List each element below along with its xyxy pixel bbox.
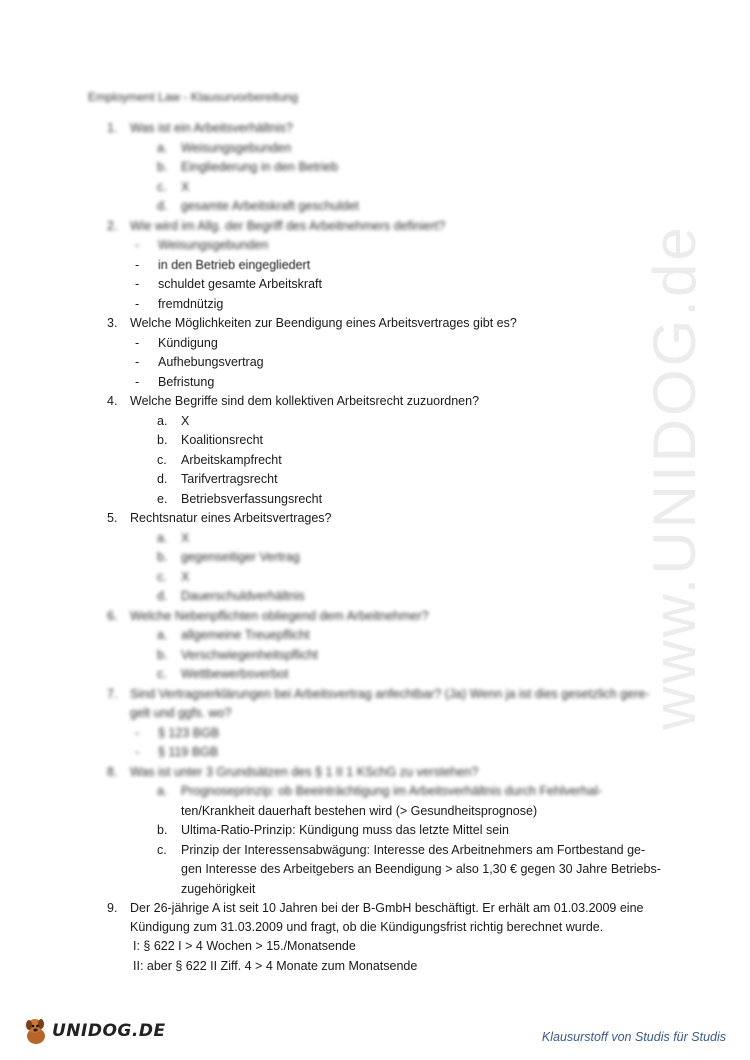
question-number: 3. (107, 316, 118, 330)
item-marker: - (135, 375, 140, 389)
answer-line: I: § 622 I > 4 Wochen > 15./Monatsende (133, 939, 356, 953)
item-text: § 119 BGB (158, 745, 219, 759)
item-text: Dauerschuldverhältnis (181, 589, 305, 603)
question-text: Wie wird im Allg. der Begriff des Arbeitnehmers definiert? (130, 219, 446, 233)
item-marker: a. (157, 531, 168, 545)
item-text: Arbeitskampfrecht (181, 453, 282, 467)
item-text: Eingliederung in den Betrieb (181, 160, 339, 174)
item-marker: a. (157, 628, 168, 642)
item-text: gegenseitiger Vertrag (181, 550, 300, 564)
question-number: 6. (107, 609, 118, 623)
question-number: 2. (107, 219, 118, 233)
item-text: X (181, 531, 190, 545)
item-marker: b. (157, 433, 168, 447)
item-text-continued: ten/Krankheit dauerhaft bestehen wird (> Gesundheitsprognose) (181, 804, 538, 818)
item-marker: c. (157, 843, 167, 857)
question-text: Welche Nebenpflichten obliegend dem Arbeitnehmer? (130, 609, 429, 623)
item-marker: - (135, 297, 140, 311)
question-number: 9. (107, 901, 118, 915)
item-text: Befristung (158, 375, 215, 389)
item-text: X (181, 570, 190, 584)
item-marker: b. (157, 823, 168, 837)
item-text: fremdnützig (158, 297, 224, 311)
item-marker: e. (157, 492, 168, 506)
item-marker: a. (157, 784, 168, 798)
item-text: Weisungsgebunden (158, 238, 269, 252)
question-number: 8. (107, 765, 118, 779)
item-text: gesamte Arbeitskraft geschuldet (181, 199, 359, 213)
item-marker: c. (157, 570, 167, 584)
item-marker: - (135, 726, 140, 740)
question-number: 1. (107, 121, 118, 135)
item-text: Prognoseprinzip: ob Beeinträchtigung im Arbeitsverhältnis durch Fehlverhal- (181, 784, 603, 798)
question-text: Der 26-jährige A ist seit 10 Jahren bei der B-GmbH beschäftigt. Er erhält am 01.03.2009 eine (130, 901, 644, 915)
item-marker: - (135, 277, 140, 291)
question-number: 4. (107, 394, 118, 408)
logo-text: UNIDOG.DE (52, 1021, 166, 1041)
item-text: Prinzip der Interessensabwägung: Interesse des Arbeitnehmers am Fortbestand ge- (181, 843, 646, 857)
item-text: X (181, 180, 190, 194)
question-text: Was ist unter 3 Grundsätzen des § 1 II 1 KSchG zu verstehen? (130, 765, 479, 779)
item-marker: d. (157, 472, 168, 486)
item-text: schuldet gesamte Arbeitskraft (158, 277, 322, 291)
footer-tagline: Klausurstoff von Studis für Studis (541, 1030, 726, 1044)
question-text: Was ist ein Arbeitsverhältnis? (130, 121, 293, 135)
item-marker: a. (157, 414, 168, 428)
item-marker: c. (157, 180, 167, 194)
item-text: Koalitionsrecht (181, 433, 263, 447)
item-marker: d. (157, 589, 168, 603)
item-text: Verschwiegenheitspflicht (181, 648, 318, 662)
item-text: § 123 BGB (158, 726, 220, 740)
item-text: in den Betrieb eingegliedert (158, 258, 311, 272)
footer-logo (22, 1016, 166, 1046)
item-marker: - (135, 355, 140, 369)
item-marker: c. (157, 453, 167, 467)
item-marker: - (135, 336, 140, 350)
item-marker: b. (157, 648, 168, 662)
item-text: Ultima-Ratio-Prinzip: Kündigung muss das letzte Mittel sein (181, 823, 509, 837)
item-text-continued: gen Interesse des Arbeitgebers an Beendigung > also 1,30 € gegen 30 Jahre Betriebs- (181, 862, 661, 876)
question-text: Welche Möglichkeiten zur Beendigung eines Arbeitsvertrages gibt es? (130, 316, 517, 330)
question-text-continued: Kündigung zum 31.03.2009 und fragt, ob die Kündigungsfrist richtig berechnet wurde. (130, 920, 604, 934)
item-text-continued: zugehörigkeit (181, 882, 256, 896)
item-text: allgemeine Treuepflicht (181, 628, 310, 642)
item-text: Tarifvertragsrecht (181, 472, 278, 486)
item-marker: b. (157, 550, 168, 564)
item-marker: - (135, 238, 140, 252)
answer-line: II: aber § 622 II Ziff. 4 > 4 Monate zum Monatsende (133, 959, 418, 973)
watermark: www.UNIDOG.de (641, 224, 708, 730)
document-title: Employment Law - Klausurvorbereitung (88, 90, 299, 104)
question-number: 5. (107, 511, 118, 525)
item-marker: - (135, 258, 140, 272)
question-text: Welche Begriffe sind dem kollektiven Arbeitsrecht zuzuordnen? (130, 394, 480, 408)
item-text: X (181, 414, 190, 428)
item-text: Wettbewerbsverbot (181, 667, 289, 681)
item-marker: - (135, 745, 140, 759)
item-marker: d. (157, 199, 168, 213)
item-marker: c. (157, 667, 167, 681)
item-text: Weisungsgebunden (181, 141, 292, 155)
question-text: Sind Vertragserklärungen bei Arbeitsvertrag anfechtbar? (Ja) Wenn ja ist dies gesetzlich gere- (130, 687, 650, 701)
item-text: Aufhebungsvertrag (158, 355, 264, 369)
item-marker: b. (157, 160, 168, 174)
item-marker: a. (157, 141, 168, 155)
question-text: Rechtsnatur eines Arbeitsvertrages? (130, 511, 332, 525)
question-text-continued: gelt und ggfs. wo? (130, 706, 232, 720)
dog-icon (22, 1016, 50, 1046)
question-number: 7. (107, 687, 118, 701)
item-text: Betriebsverfassungsrecht (181, 492, 323, 506)
item-text: Kündigung (158, 336, 218, 350)
